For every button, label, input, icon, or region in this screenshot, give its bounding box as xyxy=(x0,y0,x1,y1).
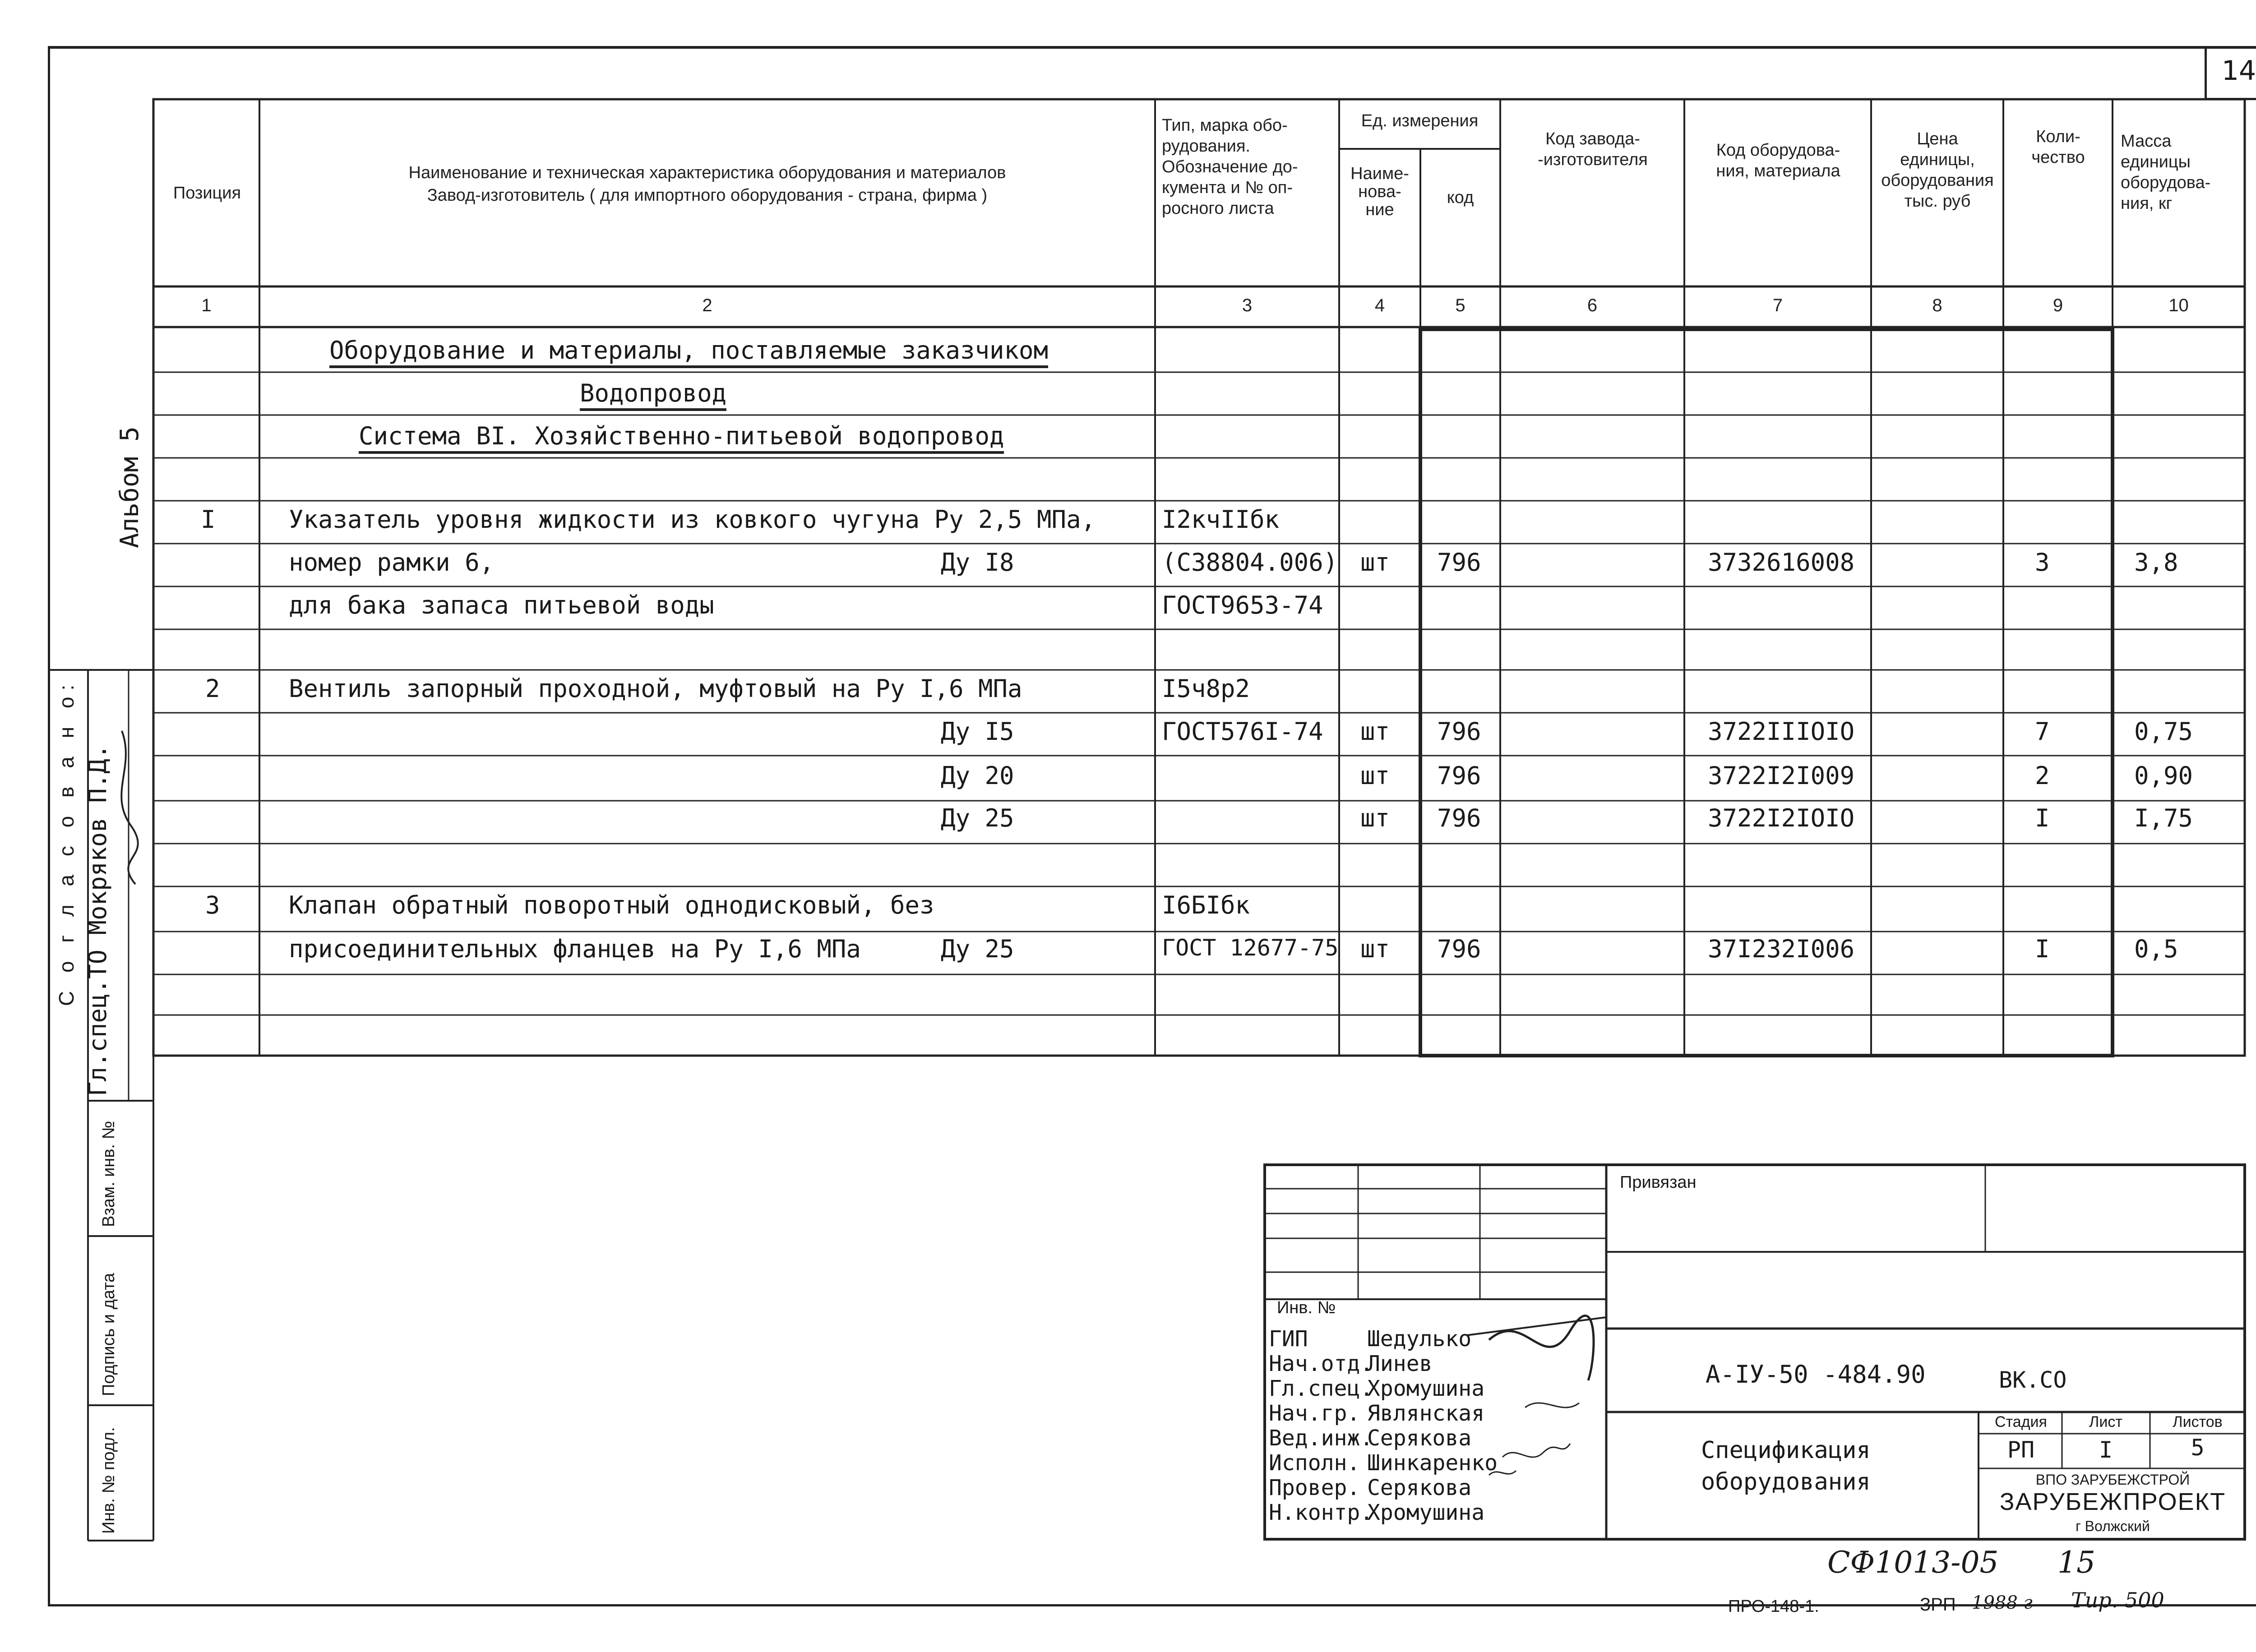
item-dn: Ду I5 xyxy=(941,717,1014,746)
tb-inv-no: Инв. № xyxy=(1277,1298,1336,1317)
item-dn: Ду 25 xyxy=(941,935,1014,963)
item-unit-code: 796 xyxy=(1437,761,1481,790)
tb-doc-code: А-IУ-50 -484.90 xyxy=(1706,1360,1926,1389)
col-number-6: 6 xyxy=(1587,295,1598,315)
header-type: Тип, марка обо- рудования. Обозначение до- кумента и № оп- росного листа xyxy=(1162,116,1298,218)
tb-doc-title-1: Спецификация xyxy=(1701,1437,1871,1464)
col-number-8: 8 xyxy=(1932,295,1942,315)
section-title-water: Водопровод xyxy=(580,379,726,407)
item-unit-code: 796 xyxy=(1437,548,1481,577)
item-position: 3 xyxy=(205,891,220,919)
item-type: ГОСТ 12677-75 xyxy=(1162,935,1339,961)
item-mass: I,75 xyxy=(2134,804,2193,832)
item-unit: шт xyxy=(1360,935,1390,963)
item-name: Указатель уровня жидкости из ковкого чугуна Ру 2,5 МПа, xyxy=(289,505,1096,534)
item-material-code: 3722I2IOIO xyxy=(1708,804,1855,832)
item-unit: шт xyxy=(1360,548,1390,577)
tb-role: Нач.отд. xyxy=(1269,1351,1373,1376)
tb-sheet-label: Лист xyxy=(2089,1413,2122,1431)
tb-doc-title-2: оборудования xyxy=(1701,1468,1871,1495)
tb-privyazan: Привязан xyxy=(1620,1173,1697,1192)
item-mass: 0,5 xyxy=(2134,935,2178,963)
tb-role: Нач.гр. xyxy=(1269,1401,1360,1426)
footer-handwritten-num: 15 xyxy=(2057,1545,2095,1580)
header-name-line2: Завод-изготовитель ( для импортного оборудования - страна, фирма ) xyxy=(427,186,988,205)
header-material-code: Код оборудова- ния, материала xyxy=(1716,141,1840,180)
item-mass: 3,8 xyxy=(2134,548,2178,577)
col-number-10: 10 xyxy=(2168,295,2189,315)
item-name: номер рамки 6, xyxy=(289,548,495,577)
item-quantity: I xyxy=(2035,935,2050,963)
item-type: ГОСТ9653-74 xyxy=(1162,591,1323,619)
item-dn: Ду 25 xyxy=(941,804,1014,832)
tb-stage-label: Стадия xyxy=(1995,1413,2047,1431)
item-dn: Ду 20 xyxy=(941,761,1014,790)
tb-role: ГИП xyxy=(1269,1326,1308,1352)
item-material-code: 3722IIIOIO xyxy=(1708,717,1855,746)
tb-doc-mark: ВК.СО xyxy=(1999,1367,2067,1393)
stamp-signature-date: Подпись и дата xyxy=(99,1273,118,1396)
tb-org-city: г Волжский xyxy=(2076,1518,2150,1534)
tb-role: Вед.инж. xyxy=(1269,1426,1373,1451)
item-position: 2 xyxy=(205,674,220,703)
tb-role: Н.контр. xyxy=(1269,1500,1373,1525)
col-number-5: 5 xyxy=(1455,295,1465,315)
item-name: для бака запаса питьевой воды xyxy=(289,591,714,619)
header-unit-name: Наиме- нова- ние xyxy=(1350,164,1409,219)
item-unit: шт xyxy=(1360,804,1390,832)
section-title-supplied: Оборудование и материалы, поставляемые заказчиком xyxy=(329,336,1048,365)
col-number-9: 9 xyxy=(2053,295,2063,315)
item-type: (C38804.006) xyxy=(1162,548,1338,577)
item-unit-code: 796 xyxy=(1437,804,1481,832)
footer-handwritten-code: СФ1013-05 xyxy=(1827,1545,1999,1580)
header-mass: Масса единицы оборудова- ния, кг xyxy=(2121,132,2211,213)
header-quantity: Коли- чество xyxy=(2031,127,2085,167)
tb-person: Хромушина xyxy=(1367,1500,1485,1525)
header-unit-group: Ед. измерения xyxy=(1361,111,1479,130)
stamp-replace-inv: Взам. инв. № xyxy=(99,1121,118,1227)
tb-org-small: ВПО ЗАРУБЕЖСТРОЙ xyxy=(2035,1472,2190,1488)
item-name: Вентиль запорный проходной, муфтовый на Ру I,6 МПа xyxy=(289,674,1022,703)
col-number-7: 7 xyxy=(1772,295,1783,315)
footer-print-year: 1988 г xyxy=(1972,1592,2033,1613)
tb-sheets: 5 xyxy=(2191,1435,2205,1461)
item-type: I5ч8р2 xyxy=(1162,674,1250,703)
tb-role: Исполн. xyxy=(1269,1450,1360,1476)
item-unit-code: 796 xyxy=(1437,717,1481,746)
tb-role: Гл.спец. xyxy=(1269,1376,1373,1401)
item-unit: шт xyxy=(1360,761,1390,790)
item-material-code: 3732616008 xyxy=(1708,548,1855,577)
item-type: ГОСТ576I-74 xyxy=(1162,717,1323,746)
tb-sheet: I xyxy=(2099,1437,2113,1463)
sheet-number: 14 xyxy=(2205,46,2256,100)
item-unit-code: 796 xyxy=(1437,935,1481,963)
album-label: Альбом 5 xyxy=(115,426,144,548)
item-material-code: 37I232I006 xyxy=(1708,935,1855,963)
tb-sheets-label: Листов xyxy=(2173,1413,2223,1431)
agreed-person: Гл.спец.ТО Мокряков П.Д. xyxy=(83,744,112,1096)
footer-print-mid: ЗРП xyxy=(1920,1595,1956,1615)
header-unit-code: код xyxy=(1447,188,1474,207)
tb-person: Серякова xyxy=(1367,1475,1472,1500)
col-number-1: 1 xyxy=(201,295,212,315)
header-plant-code: Код завода- -изготовителя xyxy=(1538,129,1648,169)
item-unit: шт xyxy=(1360,717,1390,746)
tb-role: Провер. xyxy=(1269,1475,1360,1500)
item-quantity: 7 xyxy=(2035,717,2050,746)
item-type: I6БIбк xyxy=(1162,891,1250,919)
col-number-2: 2 xyxy=(702,295,712,315)
stamp-original-inv: Инв. № подл. xyxy=(99,1427,118,1534)
item-position: I xyxy=(201,505,216,534)
item-mass: 0,90 xyxy=(2134,761,2193,790)
item-type: I2кчIIбк xyxy=(1162,505,1280,534)
col-number-4: 4 xyxy=(1374,295,1385,315)
item-quantity: 3 xyxy=(2035,548,2050,577)
header-price: Цена единицы, оборудования тыс. руб xyxy=(1881,129,1994,211)
item-name: Клапан обратный поворотный однодисковый, без xyxy=(289,891,934,919)
tb-person: Линев xyxy=(1367,1351,1433,1376)
footer-print-run: Тир. 500 xyxy=(2071,1588,2164,1612)
item-material-code: 3722I2I009 xyxy=(1708,761,1855,790)
agreed-title: С о г л а с о в а н о: xyxy=(55,678,78,1006)
tb-person: Хромушина xyxy=(1367,1376,1485,1401)
tb-person: Шедулько xyxy=(1367,1326,1472,1352)
tb-stage: РП xyxy=(2007,1437,2035,1463)
item-mass: 0,75 xyxy=(2134,717,2193,746)
header-position: Позиция xyxy=(173,184,241,203)
item-name: присоединительных фланцев на Ру I,6 МПа xyxy=(289,935,861,963)
tb-org-big: ЗАРУБЕЖПРОЕКТ xyxy=(1999,1488,2226,1515)
footer-print-code: ПРО-148-1. xyxy=(1728,1597,1819,1616)
tb-person: Являнская xyxy=(1367,1401,1485,1426)
item-quantity: 2 xyxy=(2035,761,2050,790)
item-dn: Ду I8 xyxy=(941,548,1014,577)
col-number-3: 3 xyxy=(1242,295,1253,315)
tb-person: Серякова xyxy=(1367,1426,1472,1451)
header-name-line1: Наименование и техническая характеристика оборудования и материалов xyxy=(408,163,1006,182)
section-title-system: Система BI. Хозяйственно-питьевой водопровод xyxy=(359,422,1004,450)
tb-person: Шинкаренко xyxy=(1367,1450,1498,1476)
item-quantity: I xyxy=(2035,804,2050,832)
